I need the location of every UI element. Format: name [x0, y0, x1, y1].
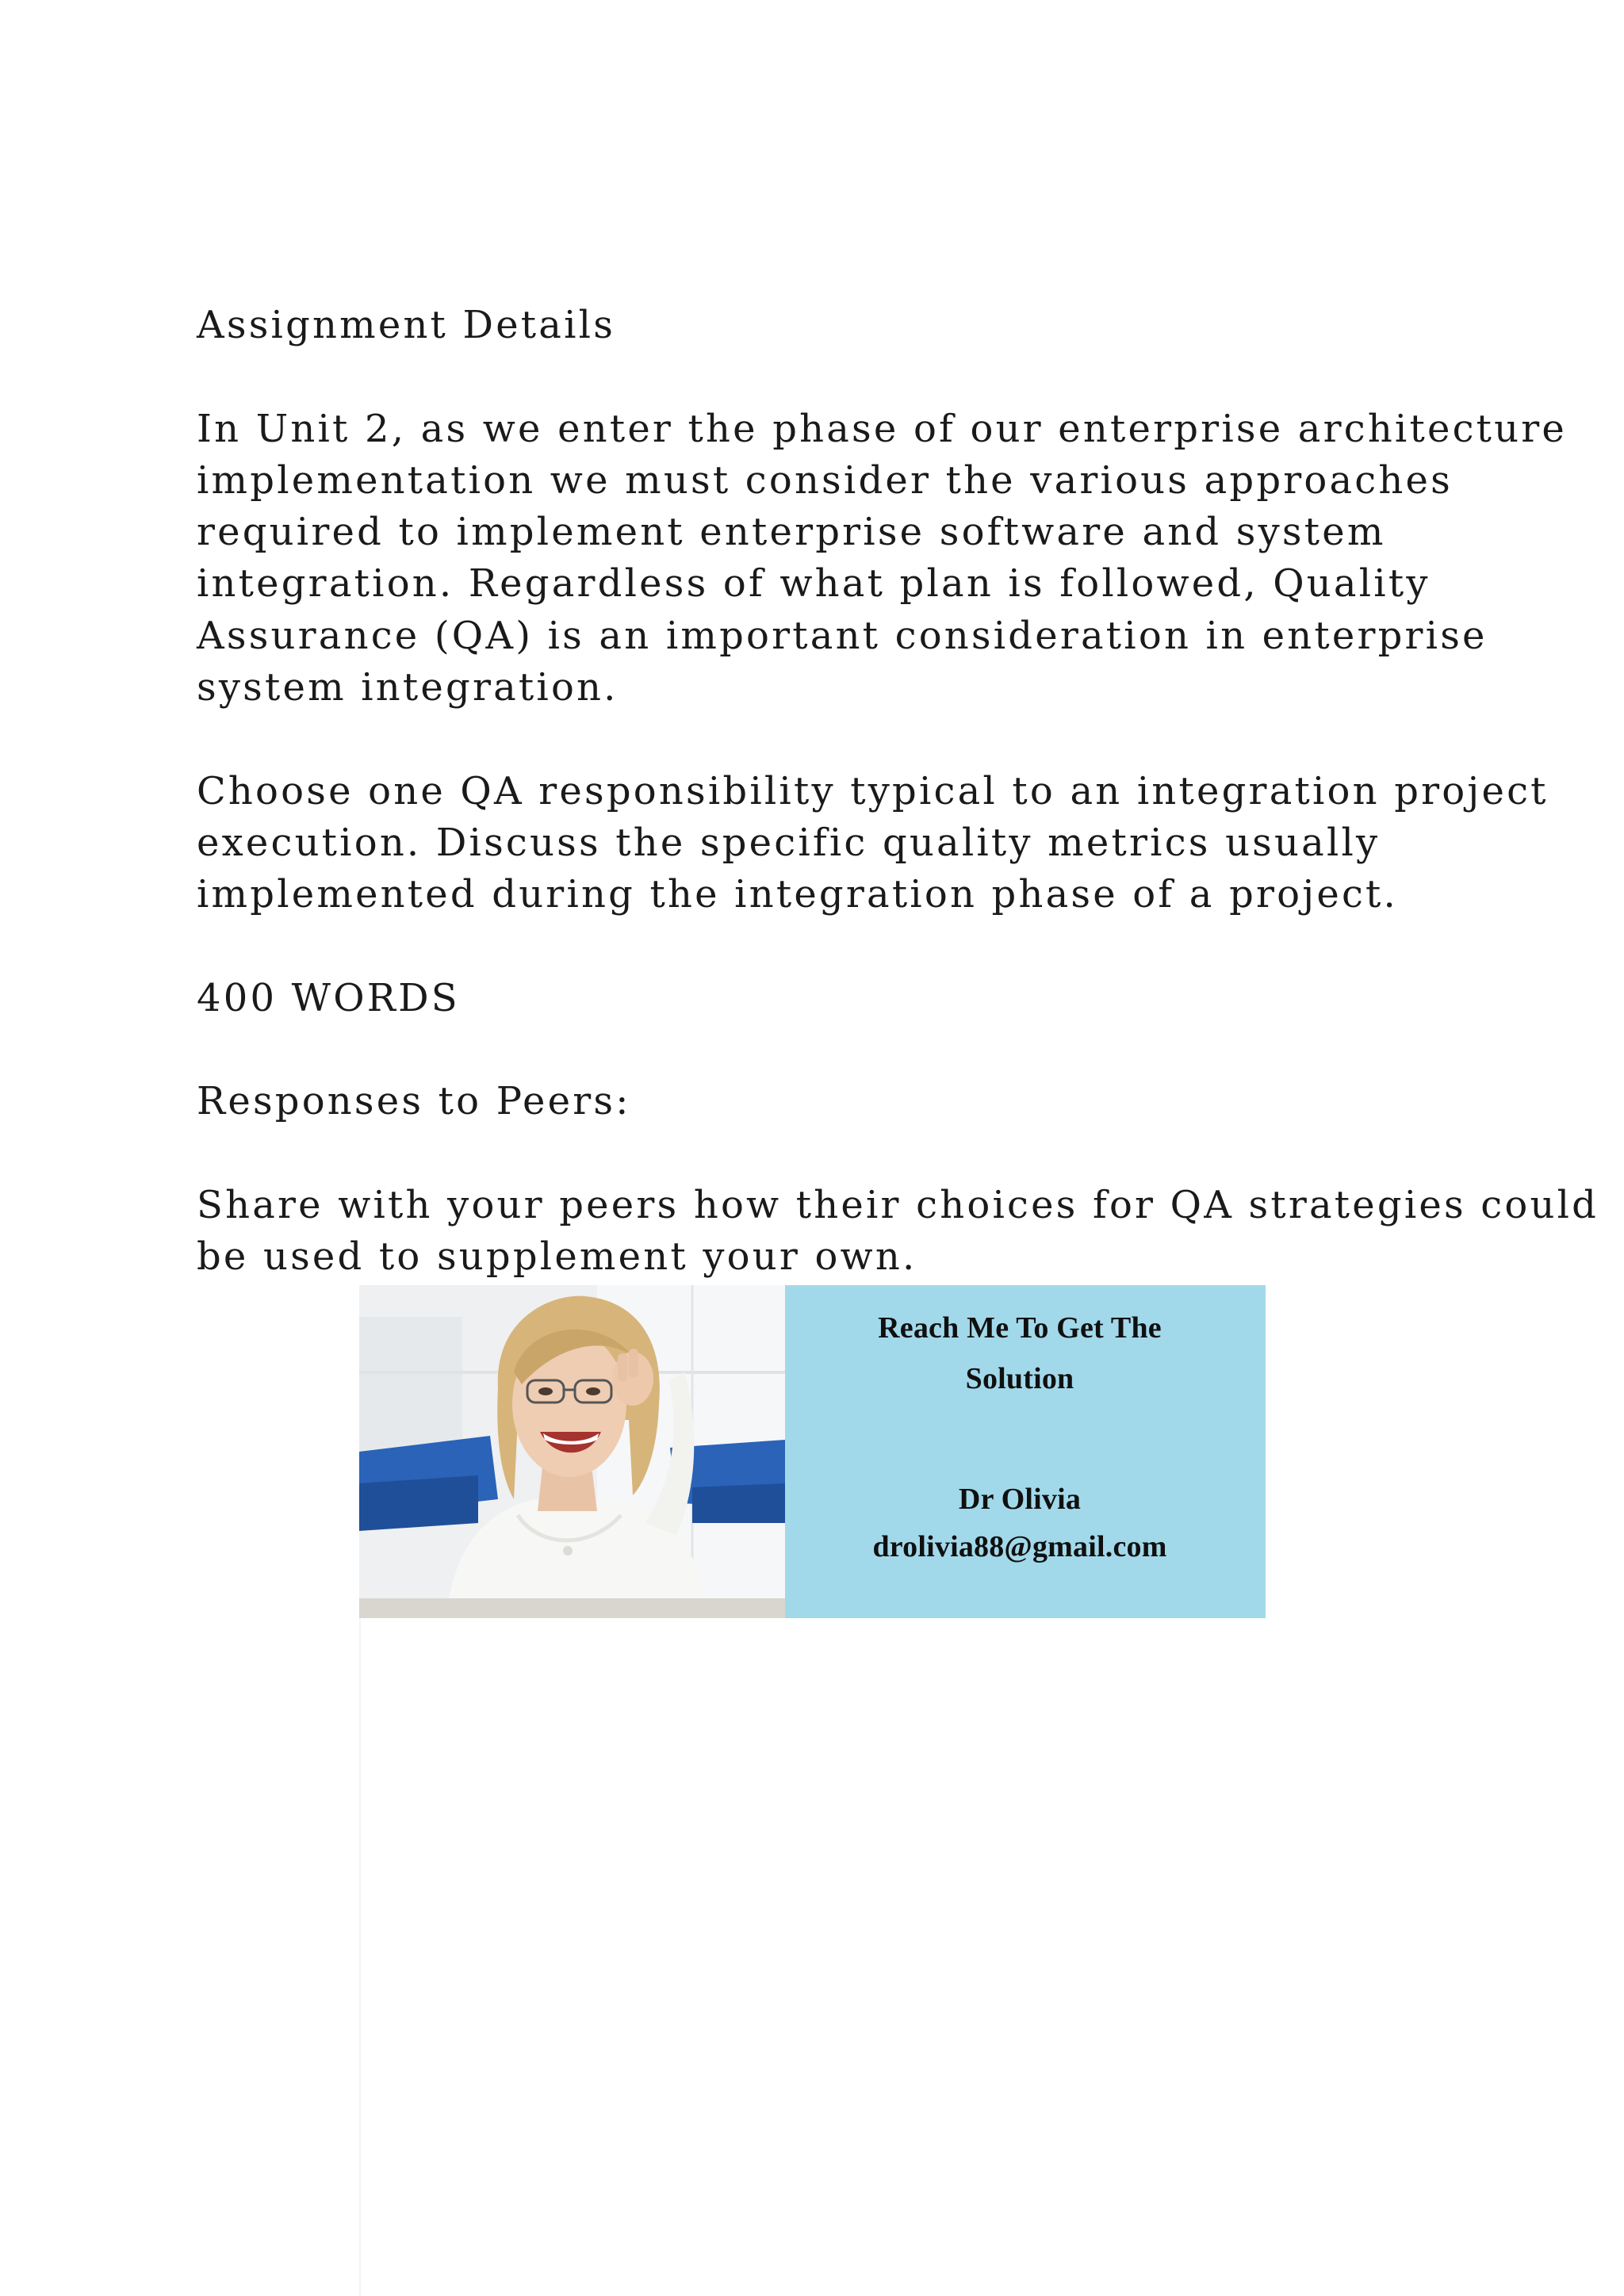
assignment-heading: Assignment Details: [197, 303, 616, 347]
banner-line-2: Solution: [965, 1362, 1074, 1395]
scan-artifact: [359, 1618, 361, 2296]
word-count: 400 WORDS: [197, 975, 460, 1020]
text-line: be used to supplement your own.: [197, 1234, 917, 1280]
text-line: required to implement enterprise software and system: [197, 510, 1386, 555]
intro-paragraph: [197, 404, 1568, 714]
text-line: Choose one QA responsibility typical to an integration project: [197, 768, 1549, 813]
peers-heading: Responses to Peers:: [197, 1079, 631, 1124]
task-paragraph: [197, 766, 1549, 921]
peers-paragraph: [197, 1180, 1599, 1284]
document-body: [197, 300, 1599, 1284]
contact-banner: [359, 1285, 1266, 1618]
text-line: In Unit 2, as we enter the phase of our enterprise architecture: [197, 406, 1568, 451]
text-line: system integration.: [197, 665, 619, 710]
woman-with-glasses-illustration: [359, 1285, 785, 1618]
text-line: implementation we must consider the various approaches: [197, 457, 1453, 503]
contact-email: drolivia88@gmail.com: [872, 1530, 1167, 1563]
tutor-photo: [359, 1285, 785, 1618]
text-line: implemented during the integration phase of a project.: [197, 872, 1398, 917]
text-line: execution. Discuss the specific quality metrics usually: [197, 820, 1381, 865]
text-line: Assurance (QA) is an important consideration in enterprise: [197, 613, 1488, 658]
text-line: Share with your peers how their choices for QA strategies could: [197, 1183, 1599, 1228]
contact-info-panel: [785, 1285, 1266, 1618]
contact-name: Dr Olivia: [958, 1483, 1082, 1516]
banner-line-1: Reach Me To Get The: [878, 1311, 1162, 1345]
text-line: integration. Regardless of what plan is followed, Quality: [197, 561, 1431, 607]
